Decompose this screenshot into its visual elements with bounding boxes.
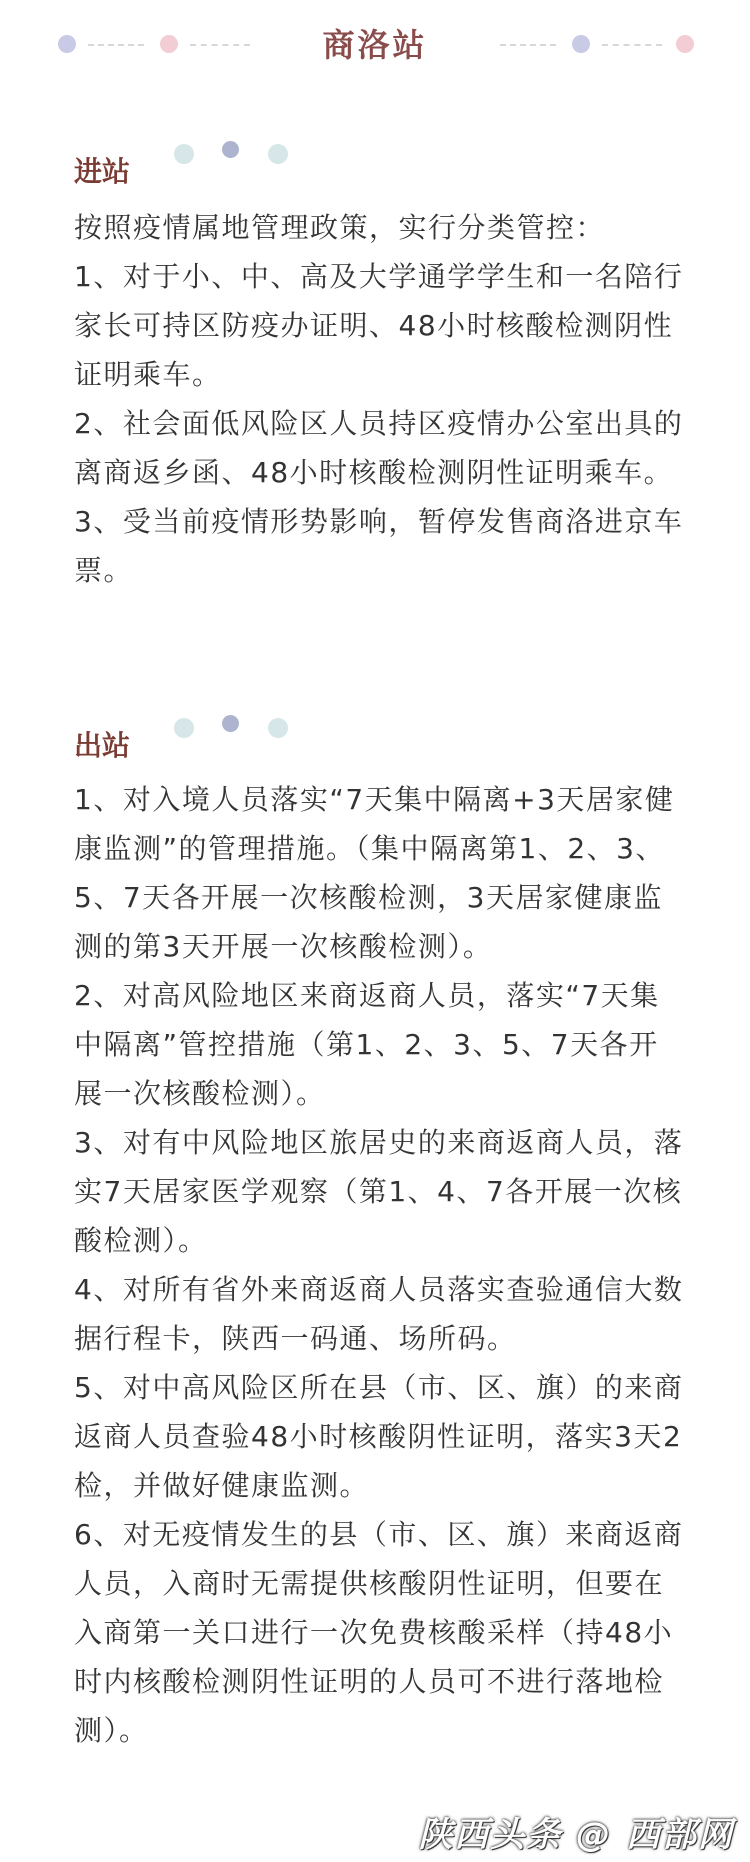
paragraph: 3、对有中风险地区旅居史的来商返商人员，落实7天居家医学观察（第1、4、7各开展一次核酸检测）。 (74, 1126, 684, 1257)
decor-dashed-line (500, 44, 556, 46)
paragraph: 5、对中高风险区所在县（市、区、旗）的来商返商人员查验48小时核酸阴性证明，落实3天2检，并做好健康监测。 (74, 1371, 684, 1502)
paragraph: 按照疫情属地管理政策，实行分类管控： (74, 211, 606, 244)
decor-dot (222, 715, 239, 732)
page-title: 商洛站 (322, 26, 428, 64)
section-title-exit: 出站 (74, 729, 131, 762)
exit-paragraphs (74, 775, 684, 1755)
entry-paragraphs (74, 203, 684, 595)
paragraph: 6、对无疫情发生的县（市、区、旗）来商返商人员，入商时无需提供核酸阴性证明，但要在入商第一关口进行一次免费核酸采样（持48小时内核酸检测阴性证明的人员可不进行落地检测）。 (74, 1518, 684, 1747)
station-header (0, 0, 750, 96)
paragraph: 4、对所有省外来商返商人员落实查验通信大数据行程卡，陕西一码通、场所码。 (74, 1273, 684, 1355)
paragraph: 2、对高风险地区来商返商人员，落实“7天集中隔离”管控措施（第1、2、3、5、7天各开展一次核酸检测）。 (74, 979, 660, 1110)
decor-dot (676, 35, 694, 53)
paragraph: 1、对入境人员落实“7天集中隔离+3天居家健康监测”的管理措施。（集中隔离第1、2、3、5、7天各开展一次核酸检测，3天居家健康监测的第3天开展一次核酸检测）。 (74, 783, 675, 963)
section-title-entry: 进站 (74, 155, 131, 188)
paragraph: 2、社会面低风险区人员持区疫情办公室出具的离商返乡函、48小时核酸检测阴性证明乘车。 (74, 407, 684, 489)
paragraph: 1、对于小、中、高及大学通学学生和一名陪行家长可持区防疫办证明、48小时核酸检测阴性证明乘车。 (74, 260, 684, 391)
decor-dot (268, 144, 288, 164)
paragraph: 3、受当前疫情形势影响，暂停发售商洛进京车票。 (74, 505, 684, 587)
watermark: 陕西头条 @ 西部网 (418, 1815, 734, 1855)
decor-dot (222, 141, 239, 158)
decor-dot (174, 718, 194, 738)
decor-dot (268, 718, 288, 738)
decor-dot (572, 35, 590, 53)
decor-dashed-line (602, 44, 662, 46)
decor-dot (174, 144, 194, 164)
